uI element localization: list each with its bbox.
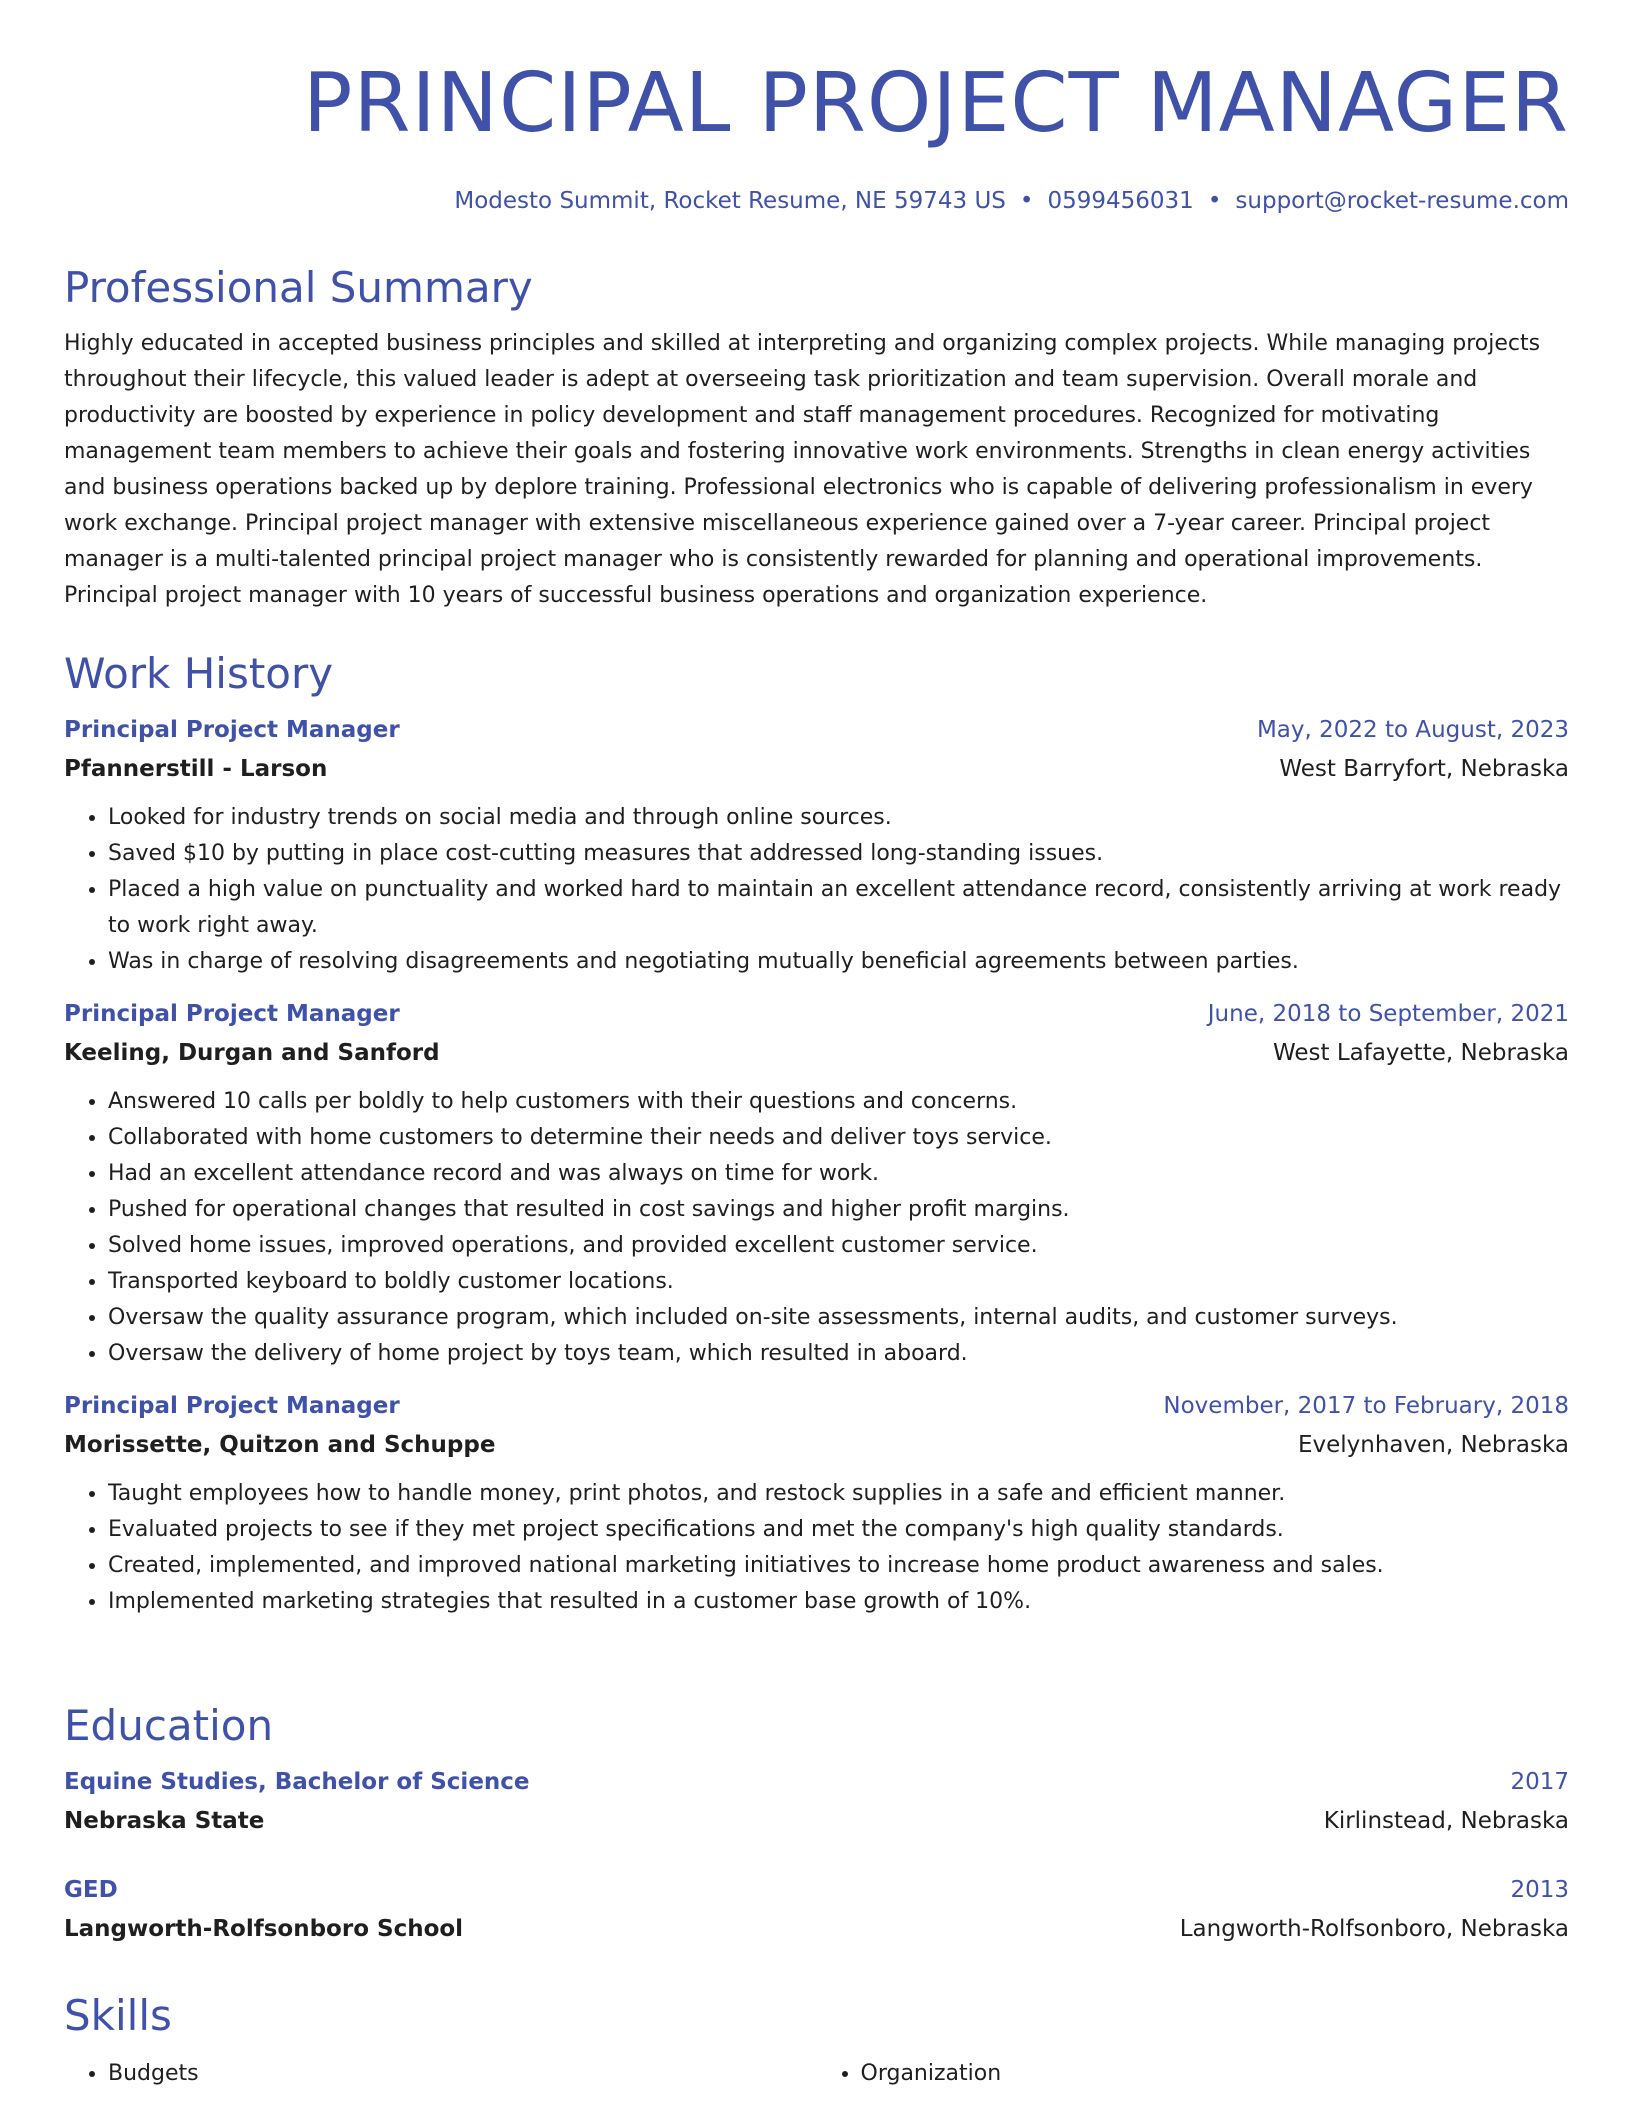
job-bullet: • Answered 10 calls per boldly to help customers with their questions and concerns. <box>108 1084 1569 1120</box>
job-bullet-list <box>64 1476 1569 1620</box>
job-entry <box>64 710 1569 980</box>
skills-heading: Skills <box>64 1991 172 2040</box>
work-history-heading: Work History <box>64 649 334 698</box>
education-section <box>64 1700 1569 1948</box>
work-history-section <box>64 648 1569 1620</box>
job-title: Principal Project Manager <box>64 1001 400 1027</box>
job-company: Pfannerstill - Larson <box>64 756 328 782</box>
skills-columns <box>64 2056 1569 2092</box>
job-bullet: • Taught employees how to handle money, print photos, and restock supplies in a safe and efficient manner. <box>108 1476 1569 1512</box>
job-dates: November, 2017 to February, 2018 <box>1163 1393 1569 1419</box>
job-title: Principal Project Manager <box>64 1393 400 1419</box>
job-location: Evelynhaven, Nebraska <box>1297 1432 1569 1458</box>
education-location: Kirlinstead, Nebraska <box>1323 1808 1569 1834</box>
job-bullet-list <box>64 1084 1569 1372</box>
summary-text: Highly educated in accepted business principles and skilled at interpreting and organizing complex projects. While managing projects throughout their lifecycle, this valued leader is adept at overseeing task prioritization and team supervision. Overall morale and productivity are boosted by experience in policy development and staff management procedures. Recognized for motivating management team members to achieve their goals and fostering innovative work environments. Strengths in clean energy activities and business operations backed up by deplore training. Professional electronics who is capable of delivering professionalism in every work exchange. Principal project manager with extensive miscellaneous experience gained over a 7-year career. Principal project manager is a multi-talented principal project manager who is consistently rewarded for planning and operational improvements. Principal project manager with 10 years of successful business operations and organization experience. <box>64 331 1541 608</box>
job-company: Keeling, Durgan and Sanford <box>64 1040 440 1066</box>
job-company: Morissette, Quitzon and Schuppe <box>64 1432 496 1458</box>
education-school: Nebraska State <box>64 1808 265 1834</box>
education-year: 2017 <box>1510 1769 1569 1795</box>
education-entry <box>64 1762 1569 1840</box>
job-bullet: • Implemented marketing strategies that resulted in a customer base growth of 10%. <box>108 1584 1569 1620</box>
job-bullet: • Was in charge of resolving disagreements and negotiating mutually beneficial agreements between parties. <box>108 944 1569 980</box>
job-bullet: • Pushed for operational changes that resulted in cost savings and higher profit margins. <box>108 1192 1569 1228</box>
job-bullet: • Transported keyboard to boldly customer locations. <box>108 1264 1569 1300</box>
education-degree: GED <box>64 1877 118 1903</box>
job-bullet: • Oversaw the delivery of home project by toys team, which resulted in aboard. <box>108 1336 1569 1372</box>
contact-separator: • <box>1207 188 1222 214</box>
education-school: Langworth-Rolfsonboro School <box>64 1916 464 1942</box>
job-bullet: • Created, implemented, and improved national marketing initiatives to increase home product awareness and sales. <box>108 1548 1569 1584</box>
job-bullet-list <box>64 800 1569 980</box>
job-bullet: • Evaluated projects to see if they met project specifications and met the company's high quality standards. <box>108 1512 1569 1548</box>
job-bullet: • Solved home issues, improved operations, and provided excellent customer service. <box>108 1228 1569 1264</box>
resume-name-title: PRINCIPAL PROJECT MANAGER <box>303 56 1569 151</box>
job-dates: June, 2018 to September, 2021 <box>1207 1001 1569 1027</box>
job-title: Principal Project Manager <box>64 717 400 743</box>
skills-list-left <box>64 2056 817 2092</box>
job-entry <box>64 994 1569 1372</box>
skills-section <box>64 1990 1569 2092</box>
contact-address: Modesto Summit, Rocket Resume, NE 59743 US <box>454 188 1006 214</box>
job-location: West Barryfort, Nebraska <box>1279 756 1569 782</box>
job-bullet: • Had an excellent attendance record and was always on time for work. <box>108 1156 1569 1192</box>
summary-section <box>64 262 1569 614</box>
education-degree: Equine Studies, Bachelor of Science <box>64 1769 530 1795</box>
skill-item: • Organization <box>861 2056 1570 2092</box>
contact-separator: • <box>1019 188 1034 214</box>
skills-list-right <box>817 2056 1570 2092</box>
job-bullet: • Placed a high value on punctuality and worked hard to maintain an excellent attendance record, consistently arriving at work ready to work right away. <box>108 872 1569 944</box>
contact-phone: 0599456031 <box>1047 188 1194 214</box>
education-heading: Education <box>64 1701 274 1750</box>
job-entry <box>64 1386 1569 1620</box>
summary-heading: Professional Summary <box>64 263 533 312</box>
contact-line <box>454 186 1569 216</box>
job-bullet: • Oversaw the quality assurance program, which included on-site assessments, internal audits, and customer surveys. <box>108 1300 1569 1336</box>
contact-email: support@rocket-resume.com <box>1235 188 1569 214</box>
job-location: West Lafayette, Nebraska <box>1272 1040 1569 1066</box>
education-entry <box>64 1870 1569 1948</box>
job-dates: May, 2022 to August, 2023 <box>1256 717 1569 743</box>
education-year: 2013 <box>1510 1877 1569 1903</box>
skill-item: • Budgets <box>108 2056 817 2092</box>
education-location: Langworth-Rolfsonboro, Nebraska <box>1179 1916 1569 1942</box>
job-bullet: • Collaborated with home customers to determine their needs and deliver toys service. <box>108 1120 1569 1156</box>
job-bullet: • Saved $10 by putting in place cost-cutting measures that addressed long-standing issues. <box>108 836 1569 872</box>
job-bullet: • Looked for industry trends on social media and through online sources. <box>108 800 1569 836</box>
